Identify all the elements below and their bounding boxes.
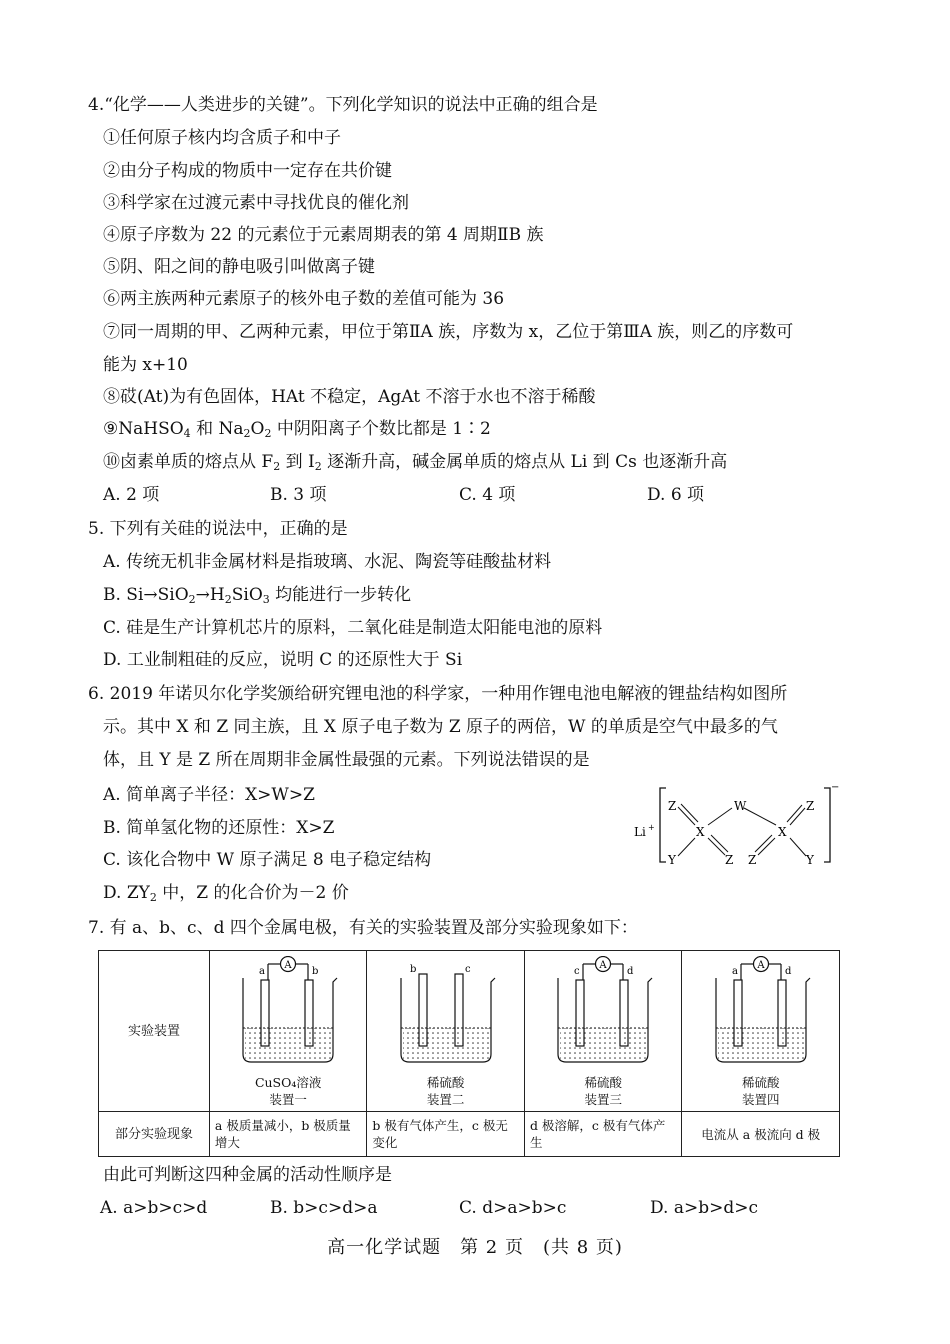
solution-label: CuSO₄溶液 bbox=[254, 1075, 322, 1090]
q4-item-2: ②由分子构成的物质中一定存在共价键 bbox=[103, 161, 392, 181]
solution-label: 稀硫酸 bbox=[741, 1075, 780, 1090]
q4-item-7-cont: 能为 x+10 bbox=[103, 355, 188, 375]
q4-item-1: ①任何原子核内均含质子和中子 bbox=[103, 128, 341, 148]
atom-y1: Y bbox=[668, 853, 676, 867]
device-cell-4 bbox=[682, 951, 840, 1112]
device-name: 装置四 bbox=[741, 1092, 780, 1107]
row-label-apparatus: 实验装置 bbox=[99, 951, 210, 1112]
structure-anion-charge: − bbox=[831, 782, 840, 793]
electrode-left-label: b bbox=[409, 964, 417, 975]
device-name: 装置一 bbox=[269, 1092, 307, 1107]
ammeter-label: A bbox=[284, 960, 292, 971]
structure-li: Li bbox=[634, 825, 646, 839]
q6-stem-line1: 6. 2019 年诺贝尔化学奖颁给研究锂电池的科学家，一种用作锂电池电解液的锂盐结构如图所 bbox=[88, 684, 788, 704]
beaker-ammeter-1 bbox=[233, 956, 343, 1074]
atom-z1: Z bbox=[668, 799, 677, 813]
ammeter-label: A bbox=[757, 960, 765, 971]
table-row bbox=[99, 1112, 840, 1157]
atom-x1: X bbox=[696, 825, 705, 839]
atom-z4: Z bbox=[748, 853, 757, 867]
q4-item-9: ⑨NaHSO$_4$ 和 $Na_2O_2$ 中阴阳离子个数比都是 1∶2 bbox=[103, 419, 491, 440]
q4-option-d: D. 6 项 bbox=[647, 485, 705, 505]
q6-stem-line3: 体，且 Y 是 Z 所在周期非金属性最强的元素。下列说法错误的是 bbox=[103, 750, 590, 770]
q4-item-7: ⑦同一周期的甲、乙两种元素，甲位于第ⅡA 族，序数为 x，乙位于第ⅢA 族，则乙的序数可 bbox=[103, 322, 794, 342]
q4-item-3: ③科学家在过渡元素中寻找优良的催化剂 bbox=[103, 193, 409, 213]
q4-item-10: ⑩卤素单质的熔点从 $F_2$ 到 $I_2$ 逐渐升高，碱金属单质的熔点从 Li 到 Cs 也逐渐升高 bbox=[103, 452, 728, 473]
atom-z3: Z bbox=[725, 853, 734, 867]
structure-li-charge: + bbox=[648, 823, 655, 832]
q4-item-8: ⑧砹(At)为有色固体，HAt 不稳定，AgAt 不溶于水也不溶于稀酸 bbox=[103, 387, 596, 407]
observation-4: 电流从 a 极流向 d 极 bbox=[682, 1112, 840, 1157]
q6-option-b: B. 简单氢化物的还原性：X>Z bbox=[103, 818, 335, 838]
electrode-right-label: b bbox=[312, 966, 319, 977]
observation-1: a 极质量减小，b 极质量增大 bbox=[209, 1112, 367, 1157]
ammeter-label: A bbox=[599, 960, 607, 971]
q5-option-d: D. 工业制粗硅的反应，说明 C 的还原性大于 Si bbox=[103, 650, 463, 670]
q7-option-b: B. b>c>d>a bbox=[270, 1198, 378, 1218]
observation-3: d 极溶解，c 极有气体产生 bbox=[524, 1112, 682, 1157]
device-name: 装置二 bbox=[426, 1092, 465, 1107]
q5-option-c: C. 硅是生产计算机芯片的原料，二氧化硅是制造太阳能电池的原料 bbox=[103, 618, 603, 638]
solution-label: 稀硫酸 bbox=[426, 1075, 465, 1090]
solution-label: 稀硫酸 bbox=[584, 1075, 622, 1090]
beaker-2 bbox=[391, 956, 501, 1074]
atom-w: W bbox=[734, 799, 747, 813]
page-footer: 高一化学试题 第 2 页 (共 8 页) bbox=[327, 1237, 623, 1258]
electrode-right-label: d bbox=[627, 966, 634, 977]
q4-stem: 4.“化学——人类进步的关键”。下列化学知识的说法中正确的组合是 bbox=[88, 95, 598, 115]
electrode-left-label: a bbox=[731, 966, 738, 977]
beaker-ammeter-4 bbox=[706, 956, 816, 1074]
electrode-right-label: c bbox=[464, 964, 471, 975]
device-name: 装置三 bbox=[584, 1092, 622, 1107]
q4-item-4: ④原子序数为 22 的元素位于元素周期表的第 4 周期ⅡB 族 bbox=[103, 225, 544, 245]
observation-2: b 极有气体产生，c 极无变化 bbox=[367, 1112, 525, 1157]
q7-option-a: A. a>b>c>d bbox=[100, 1198, 208, 1218]
beaker-ammeter-3 bbox=[548, 956, 658, 1074]
q6-option-a: A. 简单离子半径：X>W>Z bbox=[103, 785, 315, 805]
q7-option-c: C. d>a>b>c bbox=[459, 1198, 567, 1218]
q4-item-6: ⑥两主族两种元素原子的核外电子数的差值可能为 36 bbox=[103, 289, 505, 309]
q5-option-b: B. $Si\to SiO_2\to H_2SiO_3$ 均能进行一步转化 bbox=[103, 585, 412, 606]
lithium-salt-structure bbox=[630, 780, 850, 870]
electrode-left-label: a bbox=[259, 966, 266, 977]
q4-option-a: A. 2 项 bbox=[103, 485, 160, 505]
experiment-table bbox=[98, 950, 840, 1157]
electrode-right-label: d bbox=[784, 966, 792, 977]
q6-option-c: C. 该化合物中 W 原子满足 8 电子稳定结构 bbox=[103, 850, 432, 870]
atom-z2: Z bbox=[806, 799, 815, 813]
device-cell-1 bbox=[209, 951, 367, 1112]
q5-option-a: A. 传统无机非金属材料是指玻璃、水泥、陶瓷等硅酸盐材料 bbox=[103, 552, 552, 572]
electrode-left-label: c bbox=[574, 966, 580, 977]
device-cell-2 bbox=[367, 951, 525, 1112]
table-row bbox=[99, 951, 840, 1112]
q7-stem: 7. 有 a、b、c、d 四个金属电极，有关的实验装置及部分实验现象如下： bbox=[88, 918, 638, 938]
atom-x2: X bbox=[778, 825, 787, 839]
q5-stem: 5. 下列有关硅的说法中，正确的是 bbox=[88, 519, 348, 539]
q4-option-b: B. 3 项 bbox=[270, 485, 327, 505]
q4-option-c: C. 4 项 bbox=[459, 485, 516, 505]
q7-option-d: D. a>b>d>c bbox=[650, 1198, 758, 1218]
q7-conclusion: 由此可判断这四种金属的活动性顺序是 bbox=[103, 1165, 392, 1185]
device-cell-3 bbox=[524, 951, 682, 1112]
atom-y2: Y bbox=[806, 853, 814, 867]
row-label-observations: 部分实验现象 bbox=[99, 1112, 210, 1157]
q6-stem-line2: 示。其中 X 和 Z 同主族，且 X 原子电子数为 Z 原子的两倍，W 的单质是空气中最多的气 bbox=[103, 717, 778, 737]
q4-item-5: ⑤阴、阳之间的静电吸引叫做离子键 bbox=[103, 257, 375, 277]
q6-option-d: D. $ZY_2$ 中，Z 的化合价为－2 价 bbox=[103, 883, 349, 904]
